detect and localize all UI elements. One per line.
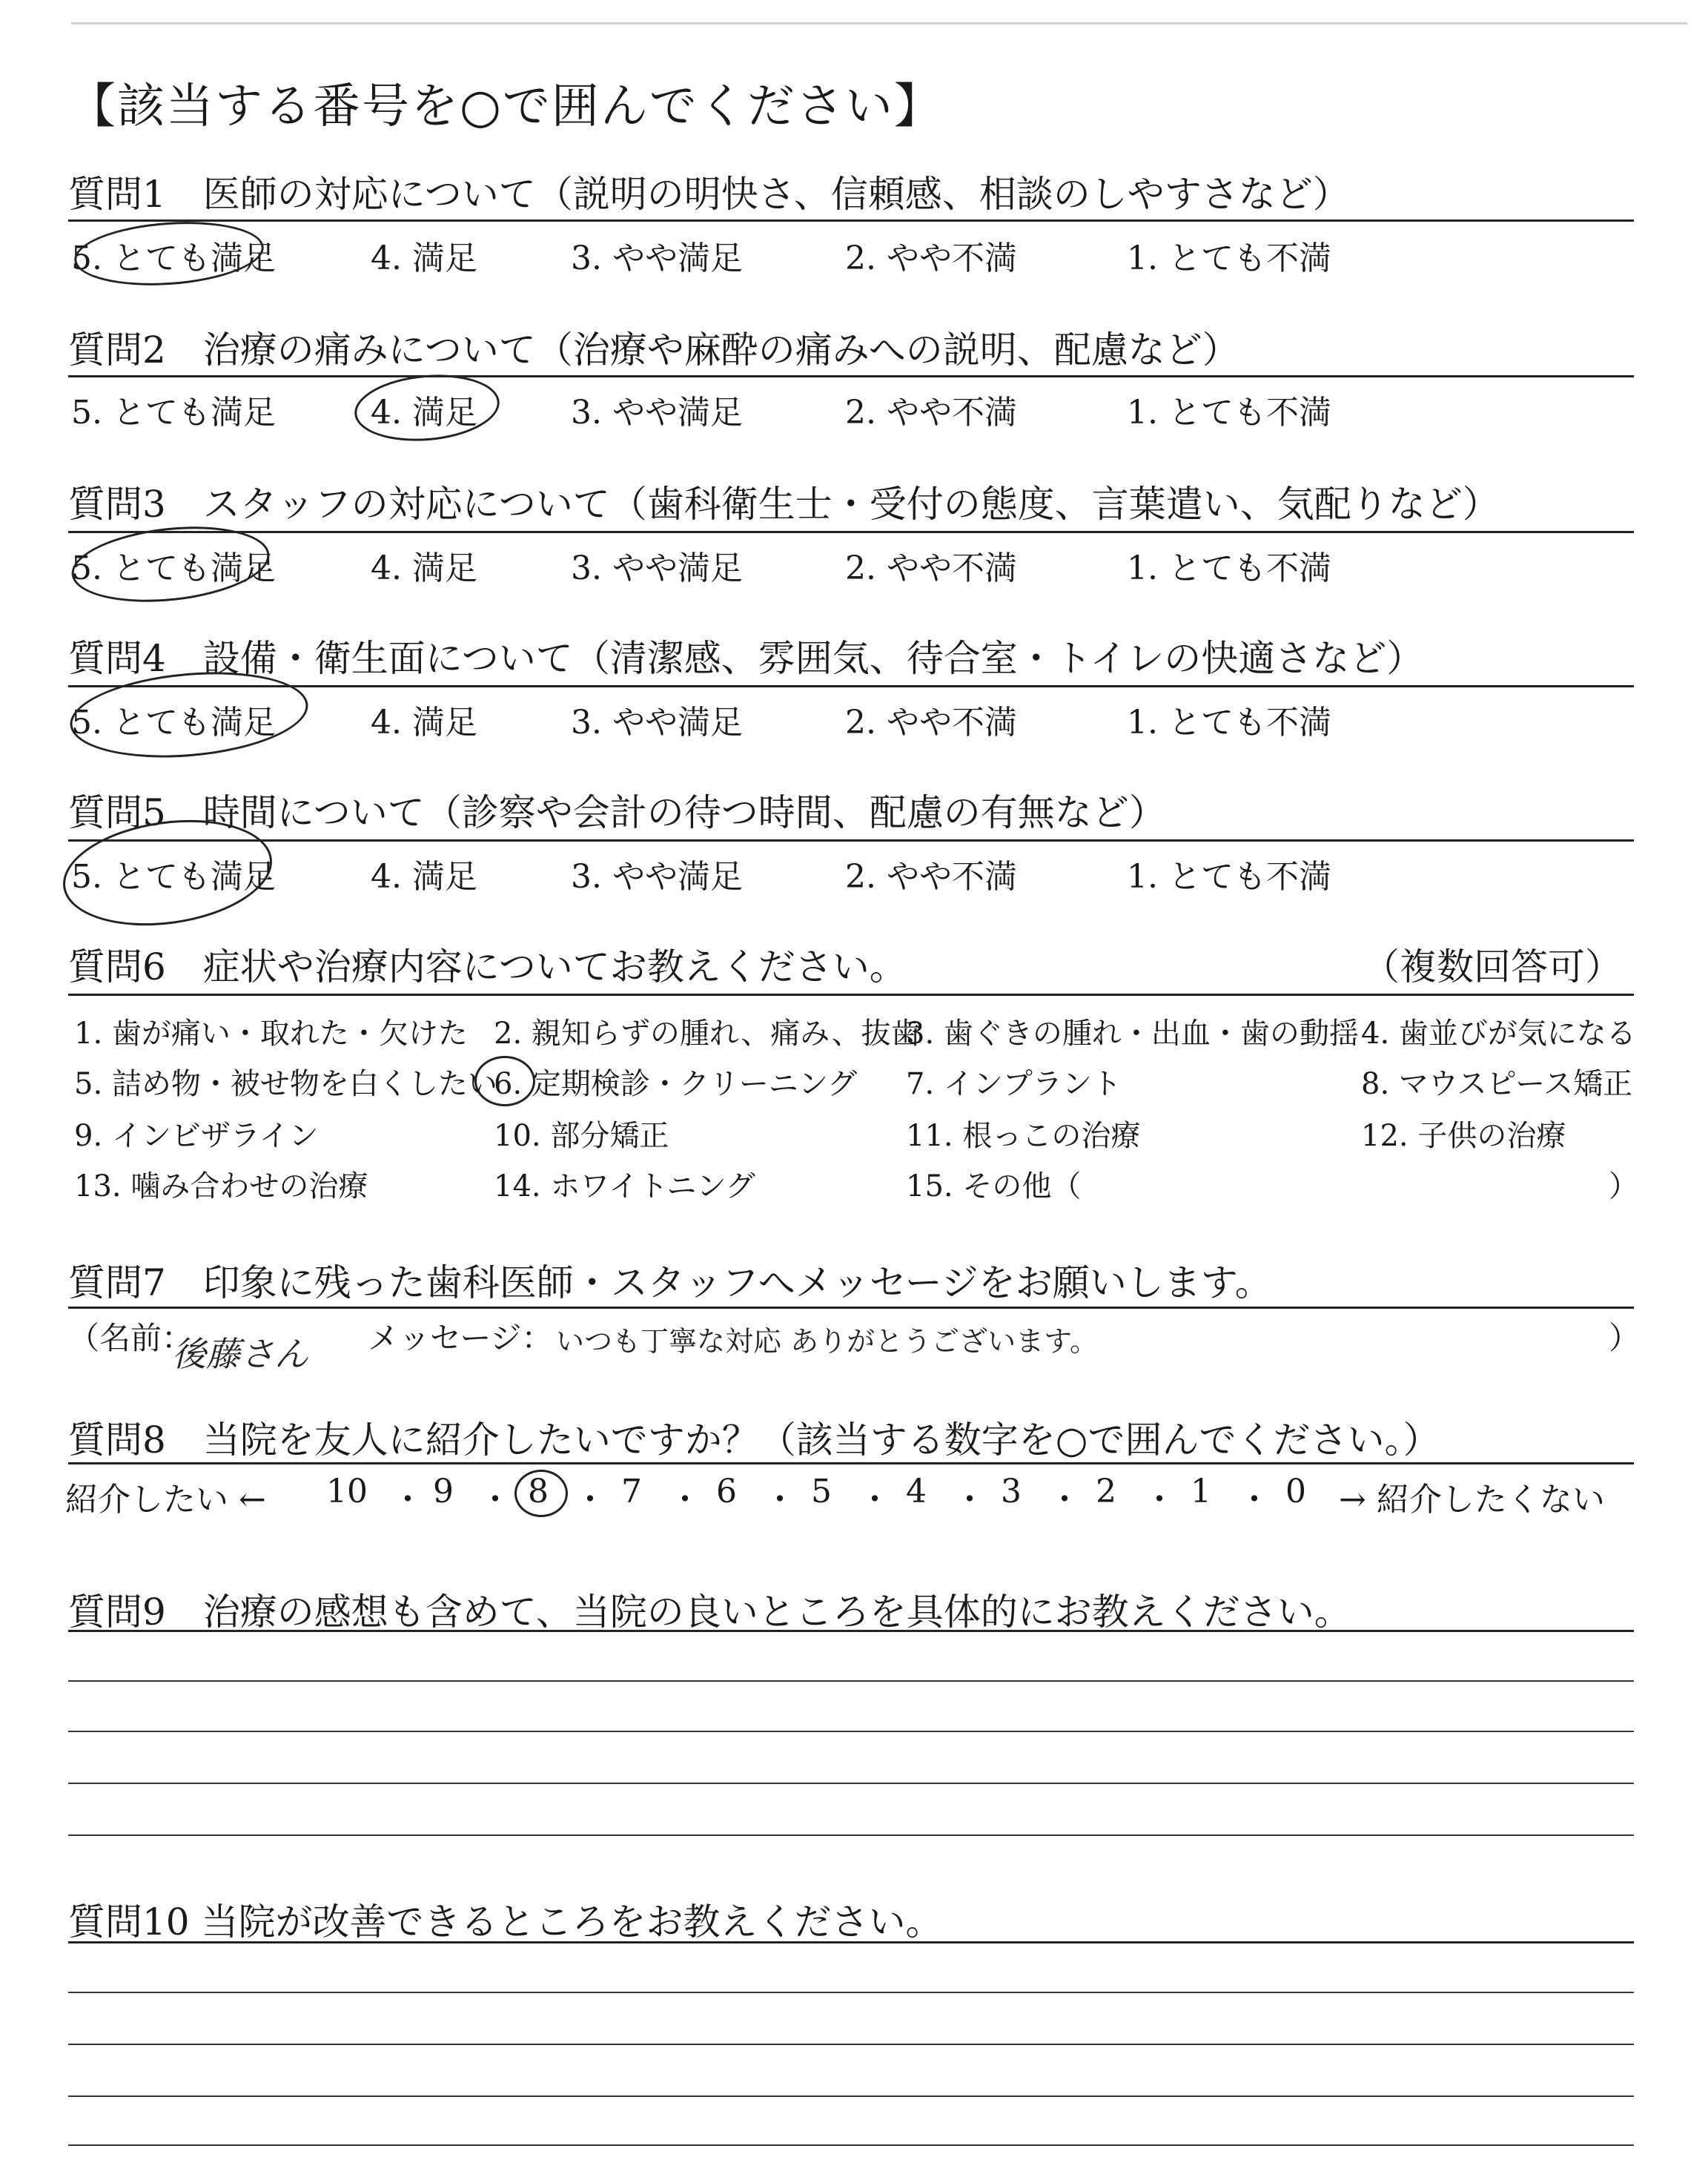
q3-title: 質問3 スタッフの対応について（歯科衛生士・受付の態度、言葉遣い、気配りなど） [68,483,1500,526]
q2-option-1[interactable]: 1. とても不満 [1127,394,1331,432]
q6-option-10[interactable]: 10. 部分矯正 [494,1119,669,1153]
q6-option-8[interactable]: 8. マウスピース矯正 [1361,1067,1633,1101]
q5-rule [68,839,1634,842]
q8-scale-2[interactable]: 2 [1096,1473,1116,1510]
q1-option-4[interactable]: 4. 満足 [371,240,477,277]
q8-separator: ・ [1238,1481,1271,1519]
q2-title: 質問2 治療の痛みについて（治療や麻酔の痛みへの説明、配慮など） [68,328,1239,371]
q10-answer-line[interactable] [68,2095,1634,2097]
q7-message-value[interactable]: いつも丁寧な対応 ありがとうございます。 [556,1325,1099,1358]
q5-title: 質問5 時間について（診察や会計の待つ時間、配慮の有無など） [68,791,1166,834]
q8-right-label: → 紹介したくない [1339,1481,1605,1519]
q7-title: 質問7 印象に残った歯科医師・スタッフへメッセージをお願いします。 [68,1261,1272,1304]
q4-option-1[interactable]: 1. とても不満 [1127,704,1331,742]
q4-option-3[interactable]: 3. やや満足 [571,704,743,742]
q8-separator: ・ [479,1481,512,1519]
q5-option-4[interactable]: 4. 満足 [371,858,477,896]
q8-scale-3[interactable]: 3 [1001,1473,1022,1510]
q8-scale-6[interactable]: 6 [716,1473,737,1510]
q8-scale-0[interactable]: 0 [1285,1473,1306,1510]
q6-option-11[interactable]: 11. 根っこの治療 [906,1119,1141,1153]
q4-option-4[interactable]: 4. 満足 [371,704,477,742]
q3-option-3[interactable]: 3. やや満足 [571,549,743,587]
q9-title: 質問9 治療の感想も含めて、当院の良いところを具体的にお教えください。 [68,1591,1351,1634]
q10-title: 質問10 当院が改善できるところをお教えください。 [68,1900,943,1943]
q6-option-2[interactable]: 2. 親知らずの腫れ、痛み、抜歯 [494,1017,921,1051]
q8-separator: ・ [1143,1481,1176,1519]
q1-rule [68,219,1634,222]
q9-answer-line[interactable] [68,1680,1634,1682]
q2-option-2[interactable]: 2. やや不満 [845,394,1017,432]
q8-separator: ・ [764,1481,796,1519]
q5-option-5[interactable]: 5. とても満足 [71,858,276,896]
q8-rule [68,1462,1634,1464]
q7-message-label: メッセージ： [368,1320,553,1356]
q2-rule [68,375,1634,377]
q7-name-label: （名前： [68,1320,193,1356]
q4-option-2[interactable]: 2. やや不満 [845,704,1017,742]
q1-option-2[interactable]: 2. やや不満 [845,240,1017,277]
q6-option-1[interactable]: 1. 歯が痛い・取れた・欠けた [74,1017,468,1051]
top-border [71,22,1687,24]
q8-separator: ・ [953,1481,986,1519]
q8-scale-9[interactable]: 9 [433,1473,454,1510]
q8-separator: ・ [1048,1481,1081,1519]
q9-answer-line[interactable] [68,1731,1634,1732]
q2-option-3[interactable]: 3. やや満足 [571,394,743,432]
q6-option-14[interactable]: 14. ホワイトニング [494,1169,755,1203]
q4-option-5[interactable]: 5. とても満足 [71,704,276,742]
q1-option-3[interactable]: 3. やや満足 [571,240,743,277]
q6-option-12[interactable]: 12. 子供の治療 [1361,1119,1566,1153]
q8-title: 質問8 当院を友人に紹介したいですか？（該当する数字を○で囲んでください。） [68,1418,1440,1462]
q8-separator: ・ [574,1481,606,1519]
q4-rule [68,685,1634,687]
q7-close-paren: ） [1609,1320,1641,1356]
q6-note: （複数回答可） [1363,945,1622,988]
q8-scale-10[interactable]: 10 [326,1473,368,1510]
q5-option-3[interactable]: 3. やや満足 [571,858,743,896]
q6-option-7[interactable]: 7. インプラント [906,1067,1122,1101]
q8-scale-5[interactable]: 5 [811,1473,832,1510]
q7-rule [68,1307,1634,1309]
q8-scale-7[interactable]: 7 [621,1473,642,1510]
q6-option-15[interactable]: 15. その他（ [906,1169,1082,1203]
q6-title: 質問6 症状や治療内容についてお教えください。 [68,945,907,988]
q2-option-4[interactable]: 4. 満足 [371,394,477,432]
q9-rule [68,1630,1634,1632]
q5-option-1[interactable]: 1. とても不満 [1127,858,1331,896]
q10-answer-line[interactable] [68,2044,1634,2045]
q10-answer-line[interactable] [68,1992,1634,1993]
q6-rule [68,994,1634,996]
q8-scale-1[interactable]: 1 [1191,1473,1211,1510]
q8-scale-4[interactable]: 4 [906,1473,927,1510]
q6-option-9[interactable]: 9. インビザライン [74,1119,319,1153]
q6-option-5[interactable]: 5. 詰め物・被せ物を白くしたい [74,1067,497,1101]
q6-option-13[interactable]: 13. 噛み合わせの治療 [74,1169,368,1203]
q1-option-1[interactable]: 1. とても不満 [1127,240,1331,277]
q7-name-value[interactable]: 後藤さん [172,1334,308,1374]
page-title: 【該当する番号を○で囲んでください】 [68,79,943,134]
q3-rule [68,531,1634,533]
q1-option-5[interactable]: 5. とても満足 [71,240,276,277]
q8-scale-8[interactable]: 8 [528,1473,549,1510]
q8-separator: ・ [391,1481,424,1519]
q3-option-1[interactable]: 1. とても不満 [1127,549,1331,587]
q2-option-5[interactable]: 5. とても満足 [71,394,276,432]
q4-title: 質問4 設備・衛生面について（清潔感、雰囲気、待合室・トイレの快適さなど） [68,637,1424,680]
q6-option-4[interactable]: 4. 歯並びが気になる [1361,1017,1636,1051]
q9-answer-line[interactable] [68,1834,1634,1836]
q3-option-4[interactable]: 4. 満足 [371,549,477,587]
q6-other-close-paren: ） [1609,1169,1638,1203]
q6-option-3[interactable]: 3. 歯ぐきの腫れ・出血・歯の動揺 [906,1017,1359,1051]
q8-separator: ・ [858,1481,891,1519]
q10-answer-line[interactable] [68,2144,1634,2146]
q3-option-2[interactable]: 2. やや不満 [845,549,1017,587]
q9-answer-line[interactable] [68,1783,1634,1784]
q8-left-label: 紹介したい ← [65,1481,266,1519]
q3-option-5[interactable]: 5. とても満足 [71,549,276,587]
q6-option-6[interactable]: 6. 定期検診・クリーニング [494,1067,858,1101]
q8-separator: ・ [669,1481,701,1519]
q10-rule [68,1941,1634,1943]
q1-title: 質問1 医師の対応について（説明の明快さ、信頼感、相談のしやすさなど） [68,173,1350,216]
q5-option-2[interactable]: 2. やや不満 [845,858,1017,896]
